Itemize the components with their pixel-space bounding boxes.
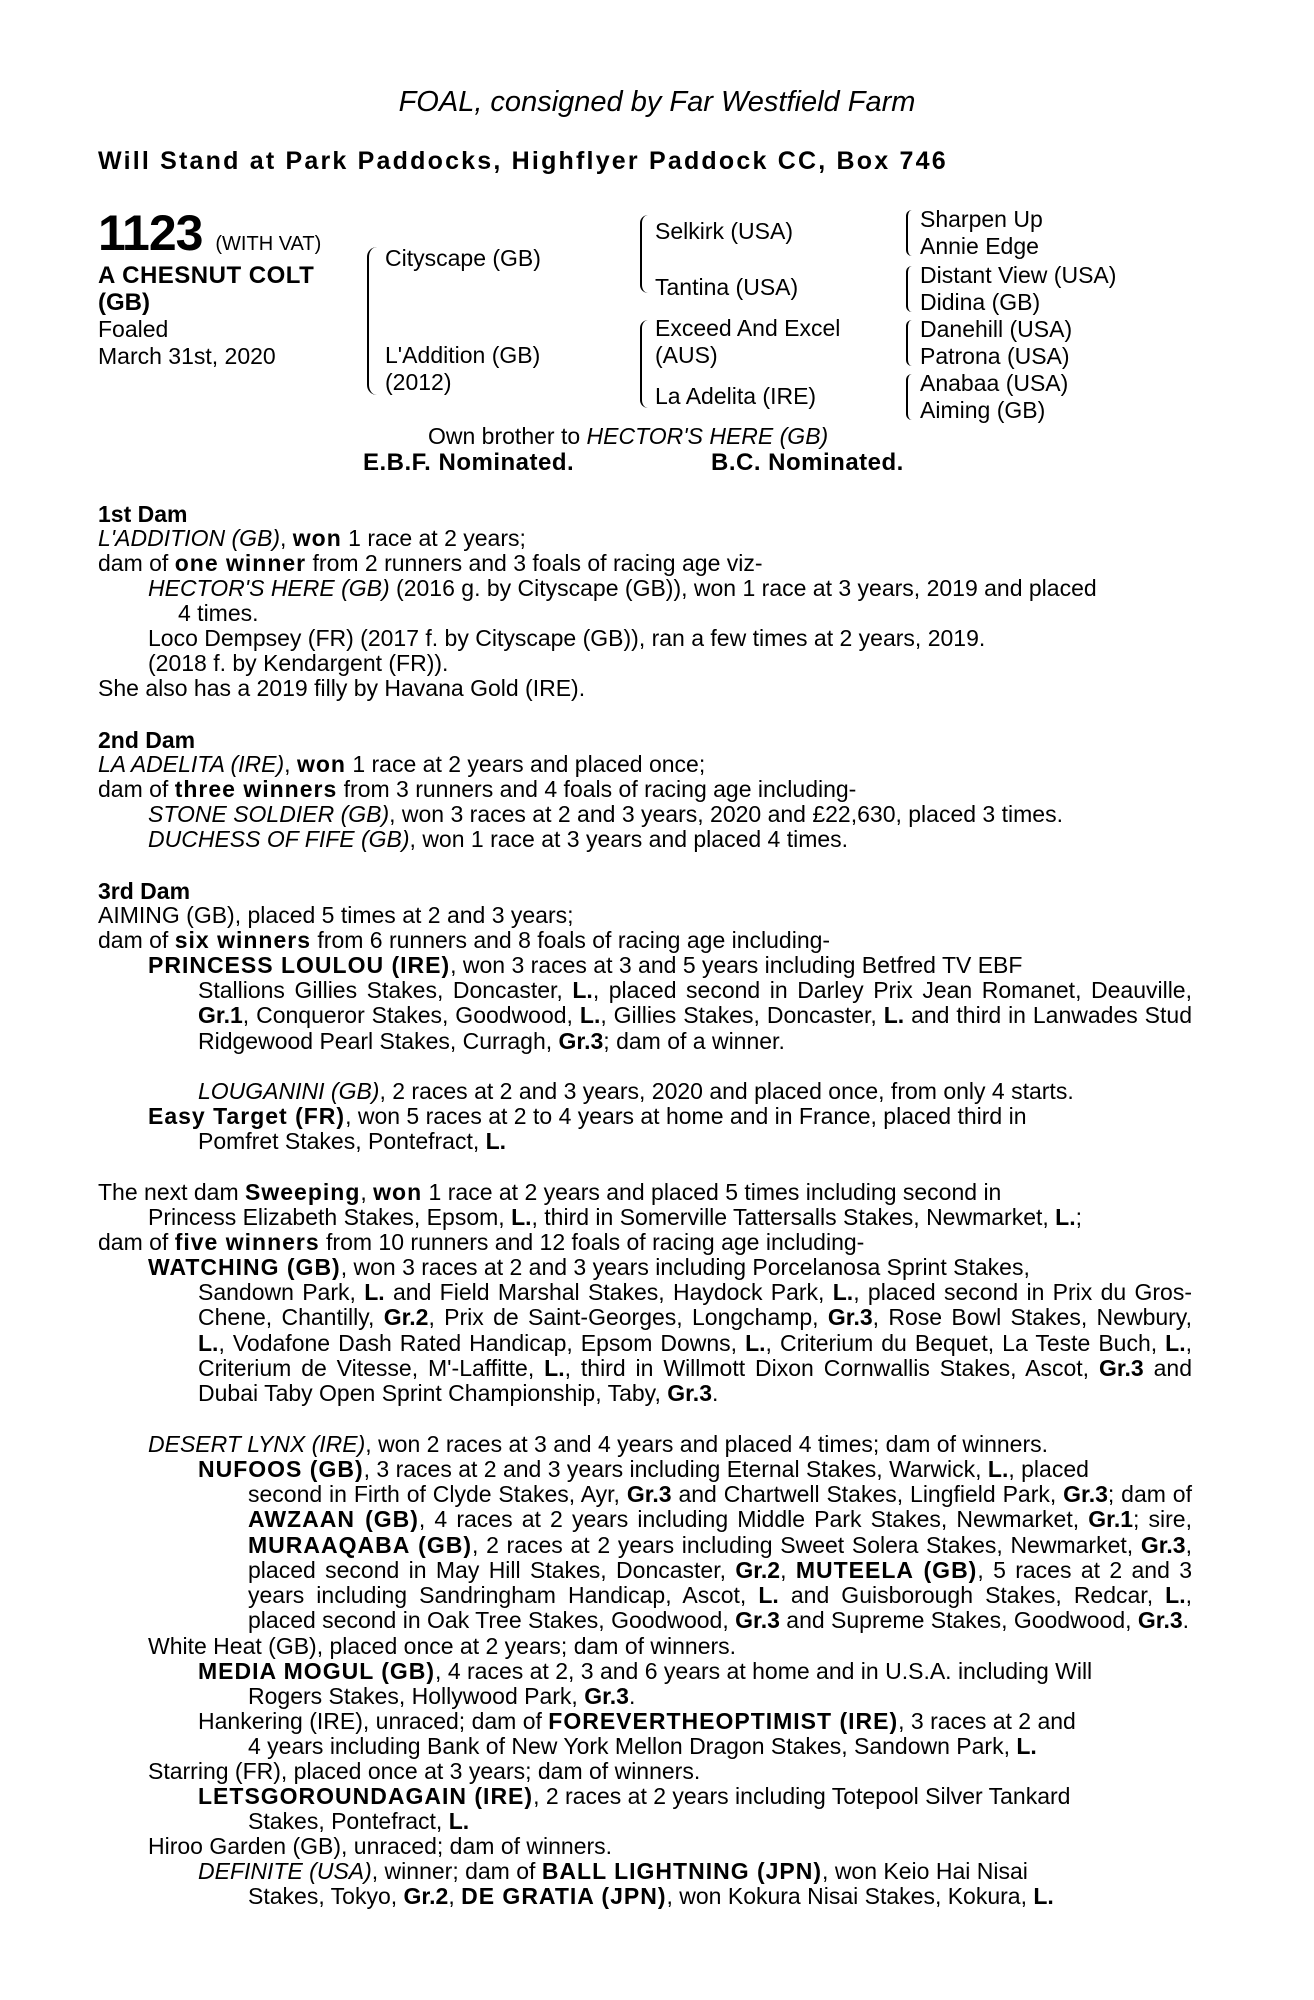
third-dam-progeny-2: Easy Target (FR), won 5 races at 2 to 4 years at home and in France, placed third in xyxy=(148,1103,1027,1129)
second-dam-progeny-2: DUCHESS OF FIFE (GB), won 1 race at 3 years and placed 4 times. xyxy=(148,826,849,852)
third-dam-heading: 3rd Dam xyxy=(98,878,191,904)
first-dam-progeny-2: Loco Dempsey (FR) (2017 f. by Cityscape (GB)), ran a few times at 2 years, 2019. xyxy=(148,625,986,651)
second-dam-line-1: LA ADELITA (IRE), won 1 race at 2 years and placed once; xyxy=(98,751,706,777)
second-dam-line-2: dam of three winners from 3 runners and 4 foals of racing age including- xyxy=(98,776,857,802)
next-dam-progeny-3c: Hankering (IRE), unraced; dam of FOREVERTHEOPTIMIST (IRE), 3 races at 2 and xyxy=(198,1708,1076,1734)
dam-year: (2012) xyxy=(385,369,452,395)
lot-description-2: (GB) xyxy=(98,289,150,316)
pedigree-brace-main xyxy=(367,247,379,395)
dam-name: L'Addition (GB) xyxy=(385,342,541,368)
dd-dam: Aiming (GB) xyxy=(920,397,1046,423)
first-dam-line-2: dam of one winner from 2 runners and 3 foals of racing age viz- xyxy=(98,550,763,576)
sire-sire: Selkirk (USA) xyxy=(655,218,794,244)
pedigree-brace-3b xyxy=(906,266,914,312)
next-dam-progeny-2b: second in Firth of Clyde Stakes, Ayr, Gr.3 and Chartwell Stakes, Lingfield Park, Gr.3; dam of AWZAAN (GB), 4 races at 2 years including Middle Park Stakes, Newmarket, Gr.1; sire, MURAAQABA (GB), 2 races at 2 years including Sweet Solera Stakes, Newmarket, Gr.3, placed second in May Hill Stakes, Doncaster, Gr.2, MUTEELA (GB), 5 races at 2 and 3 years including Sandringham Handicap, Ascot, L. and Guisborough Stakes, Redcar, L., placed second in Oak Tree Stakes, Goodwood, Gr.3 and Supreme Stakes, Goodwood, Gr.3. xyxy=(248,1481,1193,1634)
next-dam-progeny-4a: LETSGOROUNDAGAIN (IRE), 2 races at 2 years including Totepool Silver Tankard xyxy=(198,1783,1071,1809)
ds-dam: Patrona (USA) xyxy=(920,343,1070,369)
second-dam-heading: 2nd Dam xyxy=(98,727,196,753)
next-dam-progeny-4b: Stakes, Pontefract, L. xyxy=(248,1808,470,1834)
first-dam-heading: 1st Dam xyxy=(98,501,188,527)
page-title: FOAL, consigned by Far Westfield Farm xyxy=(398,86,916,118)
ss-sire: Sharpen Up xyxy=(920,206,1043,232)
bc-nominated: B.C. Nominated. xyxy=(711,449,904,476)
next-dam-line-2: Princess Elizabeth Stakes, Epsom, L., third in Somerville Tattersalls Stakes, Newmarket, L.; xyxy=(148,1204,1083,1230)
pedigree-brace-3c xyxy=(906,320,914,366)
ebf-nominated: E.B.F. Nominated. xyxy=(363,449,575,476)
first-dam-progeny-1: HECTOR'S HERE (GB) (2016 g. by Cityscape (GB)), won 1 race at 3 years, 2019 and placed xyxy=(148,575,1097,601)
lot-description: A CHESNUT COLT xyxy=(98,262,315,289)
sire-name: Cityscape (GB) xyxy=(385,245,541,271)
next-dam-progeny-4: Starring (FR), placed once at 3 years; dam of winners. xyxy=(148,1758,701,1784)
next-dam-progeny-5a: DEFINITE (USA), winner; dam of BALL LIGHTNING (JPN), won Keio Hai Nisai xyxy=(198,1858,1028,1884)
first-dam-line-1: L'ADDITION (GB), won 1 race at 2 years; xyxy=(98,525,526,551)
dam-dam: La Adelita (IRE) xyxy=(655,383,817,409)
dam-sire-2: (AUS) xyxy=(655,342,718,368)
first-dam-progeny-4: She also has a 2019 filly by Havana Gold (IRE). xyxy=(98,675,586,701)
third-dam-line-2: dam of six winners from 6 runners and 8 foals of racing age including- xyxy=(98,927,831,953)
third-dam-line-1: AIMING (GB), placed 5 times at 2 and 3 years; xyxy=(98,902,574,928)
next-dam-progeny-3d: 4 years including Bank of New York Mellon Dragon Stakes, Sandown Park, L. xyxy=(248,1733,1037,1759)
ds-sire: Danehill (USA) xyxy=(920,316,1073,342)
first-dam-progeny-1b: 4 times. xyxy=(178,600,259,626)
lot-number: 1123 (WITH VAT) xyxy=(98,205,322,261)
pedigree-brace-dam xyxy=(640,320,650,408)
next-dam-line-1: The next dam Sweeping, won 1 race at 2 years and placed 5 times including second in xyxy=(98,1179,1002,1205)
own-brother-note: Own brother to HECTOR'S HERE (GB) xyxy=(428,423,829,449)
sire-dam: Tantina (USA) xyxy=(655,274,799,300)
stand-location: Will Stand at Park Paddocks, Highflyer Paddock CC, Box 746 xyxy=(98,147,948,175)
next-dam-progeny-5b: Stakes, Tokyo, Gr.2, DE GRATIA (JPN), won Kokura Nisai Stakes, Kokura, L. xyxy=(248,1883,1054,1909)
sd-sire: Distant View (USA) xyxy=(920,262,1117,288)
first-dam-progeny-3: (2018 f. by Kendargent (FR)). xyxy=(148,650,449,676)
third-dam-progeny-1c: LOUGANINI (GB), 2 races at 2 and 3 years, 2020 and placed once, from only 4 starts. xyxy=(198,1078,1074,1104)
pedigree-brace-sire xyxy=(640,215,650,293)
next-dam-progeny-1b: Sandown Park, L. and Field Marshal Stakes, Haydock Park, L., placed second in Prix du Gros-Chene, Chantilly, Gr.2, Prix de Saint-Georges, Longchamp, Gr.3, Rose Bowl Stakes, Newbury, L., Vodafone Dash Rated Handicap, Epsom Downs, L., Criterium du Bequet, La Teste Buch, L., Criterium de Vitesse, M'-Laffitte, L., third in Willmott Dixon Cornwallis Stakes, Ascot, Gr.3 and Dubai Taby Open Sprint Championship, Taby, Gr.3. xyxy=(198,1279,1192,1407)
dd-sire: Anabaa (USA) xyxy=(920,370,1069,396)
next-dam-progeny-2: DESERT LYNX (IRE), won 2 races at 3 and 4 years and placed 4 times; dam of winners. xyxy=(148,1431,1048,1457)
sd-dam: Didina (GB) xyxy=(920,289,1041,315)
foaled-date: March 31st, 2020 xyxy=(98,343,276,369)
next-dam-progeny-3a: MEDIA MOGUL (GB), 4 races at 2, 3 and 6 years at home and in U.S.A. including Will xyxy=(198,1658,1093,1684)
vat-note: (WITH VAT) xyxy=(215,233,322,255)
next-dam-progeny-5: Hiroo Garden (GB), unraced; dam of winners. xyxy=(148,1833,613,1859)
next-dam-line-3: dam of five winners from 10 runners and 12 foals of racing age including- xyxy=(98,1229,865,1255)
third-dam-progeny-1b: Stallions Gillies Stakes, Doncaster, L., placed second in Darley Prix Jean Romanet, Deauville, Gr.1, Conqueror Stakes, Goodwood, L., Gillies Stakes, Doncaster, L. and third in Lanwades Stud Ridgewood Pearl Stakes, Curragh, Gr.3; dam of a winner. xyxy=(198,977,1192,1054)
next-dam-progeny-1: WATCHING (GB), won 3 races at 2 and 3 years including Porcelanosa Sprint Stakes, xyxy=(148,1254,1030,1280)
pedigree-brace-3a xyxy=(906,210,914,256)
third-dam-progeny-2b: Pomfret Stakes, Pontefract, L. xyxy=(198,1128,507,1154)
foaled-label: Foaled xyxy=(98,316,169,342)
next-dam-progeny-3b: Rogers Stakes, Hollywood Park, Gr.3. xyxy=(248,1683,636,1709)
next-dam-progeny-3: White Heat (GB), placed once at 2 years; dam of winners. xyxy=(148,1633,737,1659)
next-dam-progeny-2a: NUFOOS (GB), 3 races at 2 and 3 years including Eternal Stakes, Warwick, L., placed xyxy=(198,1456,1089,1482)
ss-dam: Annie Edge xyxy=(920,233,1039,259)
dam-sire: Exceed And Excel xyxy=(655,315,841,341)
pedigree-brace-3d xyxy=(906,374,914,420)
third-dam-progeny-1: PRINCESS LOULOU (IRE), won 3 races at 3 and 5 years including Betfred TV EBF xyxy=(148,952,1023,978)
second-dam-progeny-1: STONE SOLDIER (GB), won 3 races at 2 and 3 years, 2020 and £22,630, placed 3 times. xyxy=(148,801,1063,827)
